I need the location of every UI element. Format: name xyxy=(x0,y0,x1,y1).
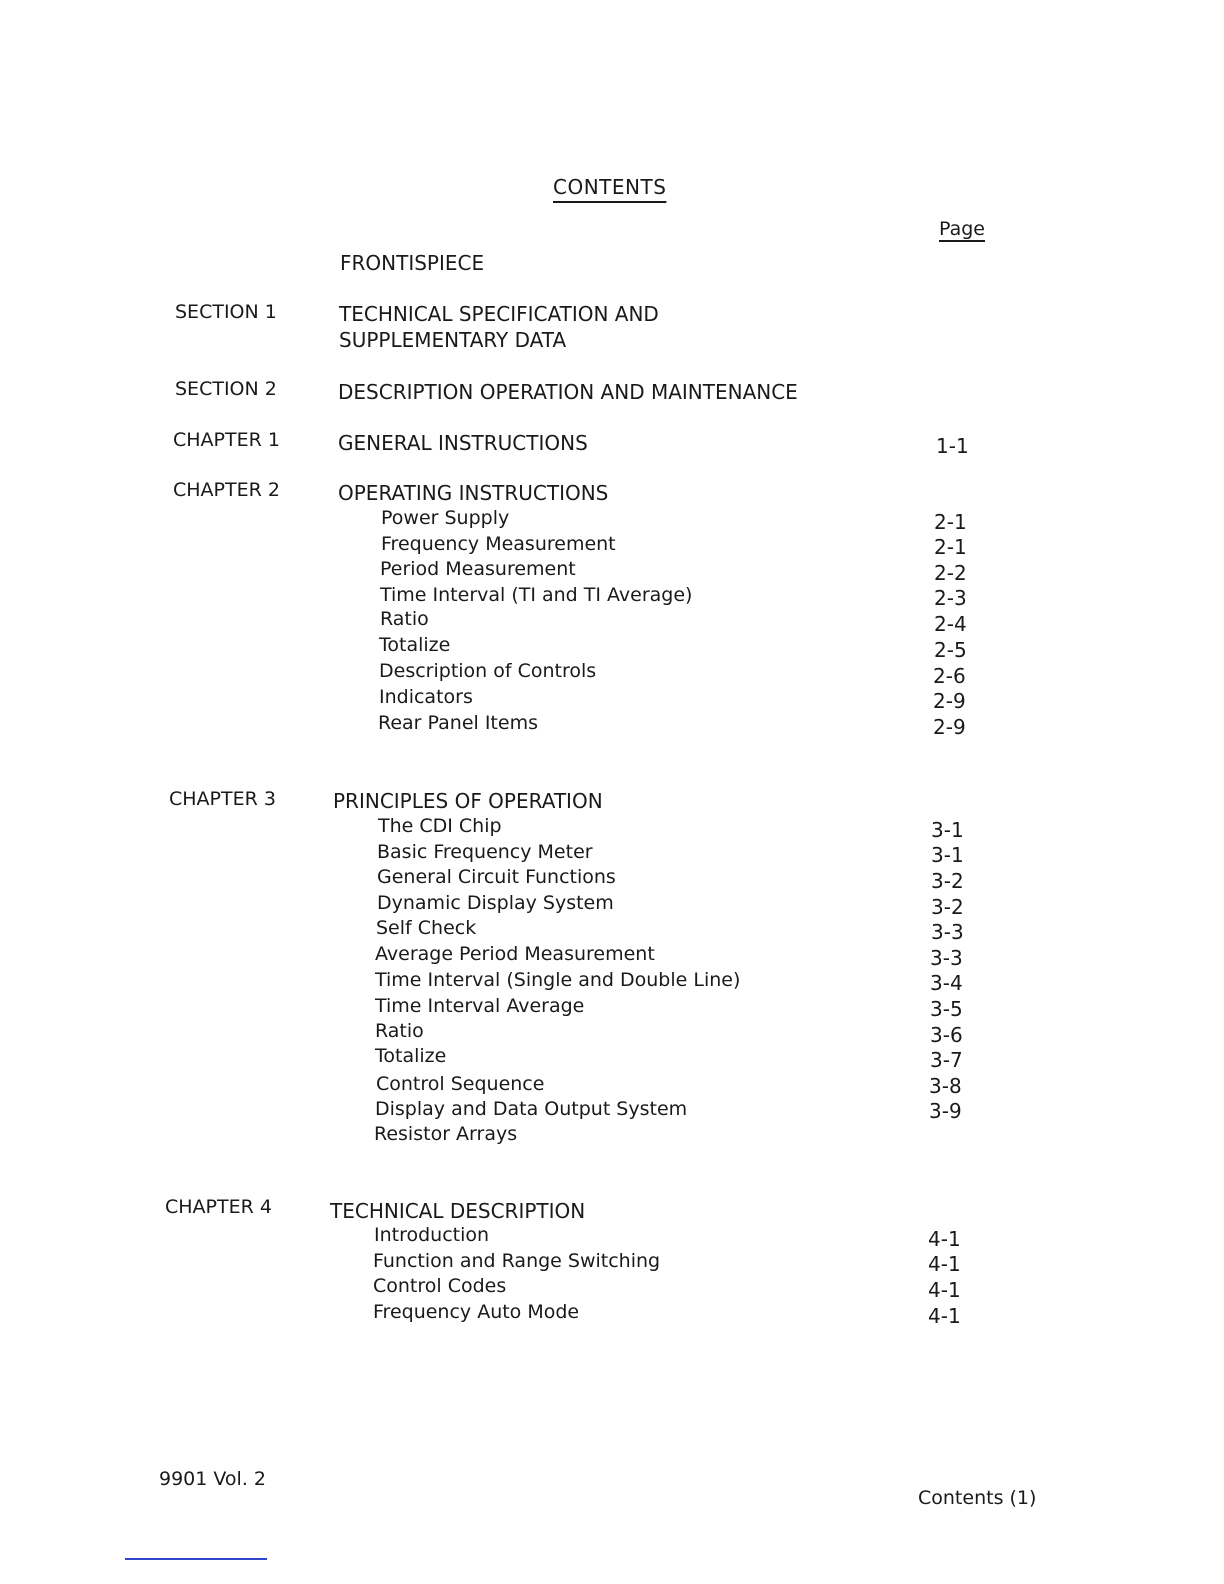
list-item-page: 3-5 xyxy=(930,997,963,1021)
list-item-page: 3-2 xyxy=(931,869,964,893)
list-item-page: 2-2 xyxy=(934,561,967,585)
list-item-page: 3-1 xyxy=(931,818,964,842)
chapter-3-label: CHAPTER 3 xyxy=(169,788,276,810)
list-item-page: 3-6 xyxy=(930,1023,963,1047)
list-item-page: 3-3 xyxy=(930,946,963,970)
frontispiece-entry: FRONTISPIECE xyxy=(340,251,485,275)
list-item: Resistor Arrays xyxy=(374,1123,518,1145)
list-item: Period Measurement xyxy=(380,558,576,580)
list-item: Ratio xyxy=(380,608,429,630)
list-item: Frequency Auto Mode xyxy=(373,1301,580,1323)
list-item: Basic Frequency Meter xyxy=(377,841,593,863)
list-item: Totalize xyxy=(375,1045,447,1067)
list-item: Rear Panel Items xyxy=(378,712,538,734)
list-item-page: 3-7 xyxy=(930,1048,963,1072)
section-2-label: SECTION 2 xyxy=(175,378,277,400)
chapter-3-title: PRINCIPLES OF OPERATION xyxy=(333,789,603,813)
footer-page-label: Contents (1) xyxy=(918,1487,1037,1509)
chapter-1-label: CHAPTER 1 xyxy=(173,429,280,451)
list-item-page: 2-1 xyxy=(934,510,967,534)
list-item-page: 4-1 xyxy=(928,1227,961,1251)
list-item-page: 4-1 xyxy=(928,1278,961,1302)
list-item: Self Check xyxy=(376,917,477,939)
list-item-page: 3-1 xyxy=(931,843,964,867)
list-item-page: 2-4 xyxy=(934,612,967,636)
list-item-page: 2-9 xyxy=(933,715,966,739)
list-item: General Circuit Functions xyxy=(377,866,616,888)
list-item: Dynamic Display System xyxy=(377,892,614,914)
chapter-2-title: OPERATING INSTRUCTIONS xyxy=(338,481,609,505)
list-item: Power Supply xyxy=(381,507,510,529)
list-item: Function and Range Switching xyxy=(373,1250,661,1272)
scan-edge-rule xyxy=(125,1558,267,1560)
list-item-page: 3-9 xyxy=(929,1099,962,1123)
list-item-page: 3-3 xyxy=(931,920,964,944)
chapter-4-label: CHAPTER 4 xyxy=(165,1196,272,1218)
list-item-page: 2-5 xyxy=(934,638,967,662)
section-1-title-line2: SUPPLEMENTARY DATA xyxy=(339,328,567,352)
footer-doc-id: 9901 Vol. 2 xyxy=(159,1468,266,1490)
list-item-page: 2-1 xyxy=(934,535,967,559)
list-item: Control Sequence xyxy=(376,1073,545,1095)
list-item: Time Interval (Single and Double Line) xyxy=(375,969,741,991)
list-item: Average Period Measurement xyxy=(375,943,655,965)
chapter-1-page: 1-1 xyxy=(936,434,969,458)
list-item: Ratio xyxy=(375,1020,424,1042)
list-item-page: 2-9 xyxy=(933,689,966,713)
list-item: Time Interval Average xyxy=(375,995,585,1017)
list-item-page: 3-8 xyxy=(929,1074,962,1098)
page-column-header: Page xyxy=(939,218,985,240)
list-item: Time Interval (TI and TI Average) xyxy=(380,584,693,606)
list-item-page: 2-6 xyxy=(933,664,966,688)
list-item: Indicators xyxy=(379,686,473,708)
list-item-page: 3-2 xyxy=(931,895,964,919)
list-item: Description of Controls xyxy=(379,660,597,682)
list-item: Frequency Measurement xyxy=(381,533,616,555)
contents-title: CONTENTS xyxy=(553,175,667,199)
section-1-title-line1: TECHNICAL SPECIFICATION AND xyxy=(339,302,659,326)
chapter-4-title: TECHNICAL DESCRIPTION xyxy=(330,1199,586,1223)
list-item: The CDI Chip xyxy=(378,815,502,837)
list-item-page: 4-1 xyxy=(928,1304,961,1328)
list-item: Introduction xyxy=(374,1224,490,1246)
list-item-page: 3-4 xyxy=(930,971,963,995)
chapter-2-label: CHAPTER 2 xyxy=(173,479,280,501)
list-item: Display and Data Output System xyxy=(375,1098,688,1120)
section-1-label: SECTION 1 xyxy=(175,301,277,323)
list-item: Totalize xyxy=(379,634,451,656)
list-item-page: 2-3 xyxy=(934,586,967,610)
list-item: Control Codes xyxy=(373,1275,507,1297)
section-2-title: DESCRIPTION OPERATION AND MAINTENANCE xyxy=(338,380,798,404)
chapter-1-title: GENERAL INSTRUCTIONS xyxy=(338,431,588,455)
list-item-page: 4-1 xyxy=(928,1252,961,1276)
